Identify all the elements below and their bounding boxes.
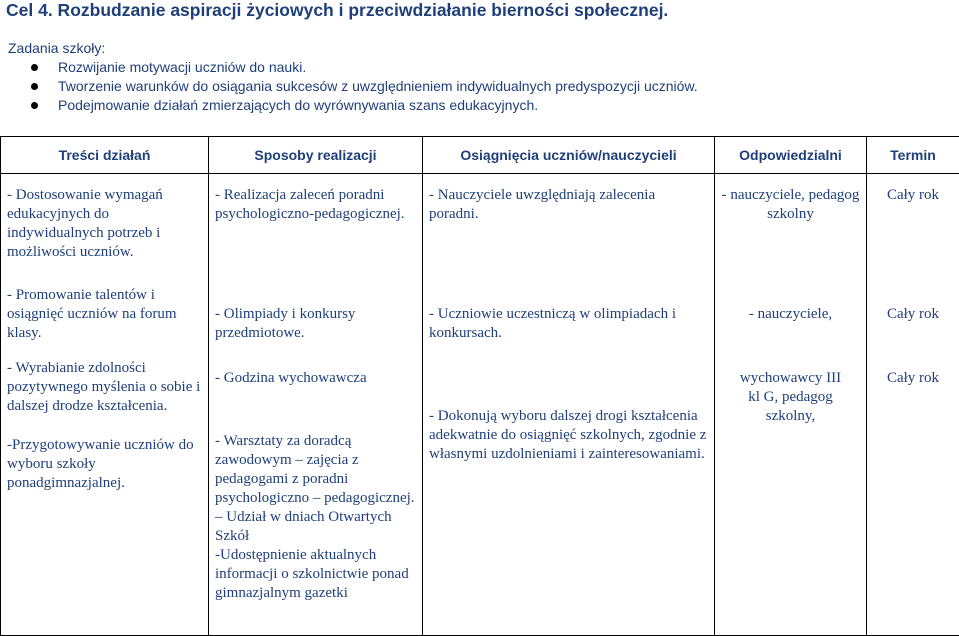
cell-text: Cały rok xyxy=(873,369,953,388)
cell-text: -Udostępnienie aktualnych informacji o szkolnictwie ponad gimnazjalnym gazetki xyxy=(215,546,416,603)
task-text: Podejmowanie działań zmierzających do wyrównywania szans edukacyjnych. xyxy=(58,97,538,113)
task-item xyxy=(0,96,698,115)
cell-text: - Olimpiady i konkursy przedmiotowe. xyxy=(215,305,416,343)
cell-sposoby xyxy=(209,357,423,636)
cell-text: wychowawcy III kl G, pedagog szkolny, xyxy=(721,369,860,426)
column-header-osiagniecia: Osiągnięcia uczniów/nauczycieli xyxy=(423,137,715,174)
bullet-icon xyxy=(31,102,38,109)
cell-sposoby xyxy=(209,174,423,278)
cell-tresci xyxy=(1,278,209,357)
bullet-icon xyxy=(31,83,38,90)
column-header-odpowiedzialni: Odpowiedzialni xyxy=(715,137,867,174)
cell-text: - Dokonują wyboru dalszej drogi kształcenia adekwatnie do osiągnięć szkolnych, zgodnie z własnymi uzdolnieniami i zainteresowaniami. xyxy=(429,407,708,464)
cell-text: - Godzina wychowawcza xyxy=(215,369,416,388)
table-row xyxy=(1,278,959,357)
task-text: Rozwijanie motywacji uczniów do nauki. xyxy=(58,59,306,75)
column-header-sposoby: Sposoby realizacji xyxy=(209,137,423,174)
cell-text: - Realizacja zaleceń poradni psychologiczno-pedagogicznej. xyxy=(215,186,416,224)
cell-text: Cały rok xyxy=(873,305,953,324)
cell-osiagniecia xyxy=(423,357,715,636)
cell-tresci xyxy=(1,174,209,278)
activities-table-wrapper xyxy=(0,136,959,635)
activities-table xyxy=(0,136,959,636)
cell-sposoby xyxy=(209,278,423,357)
column-header-termin: Termin xyxy=(867,137,959,174)
cell-text: - Uczniowie uczestniczą w olimpiadach i konkursach. xyxy=(429,305,708,343)
cell-text: - Promowanie talentów i osiągnięć uczniów na forum klasy. xyxy=(7,286,202,343)
table-header-row xyxy=(1,137,959,174)
table-row xyxy=(1,174,959,278)
cell-osiagniecia xyxy=(423,278,715,357)
table-row xyxy=(1,357,959,636)
cell-odpowiedzialni xyxy=(715,174,867,278)
cell-text: - Wyrabianie zdolności pozytywnego myślenia o sobie i dalszej drodze kształcenia. xyxy=(7,359,202,416)
task-item xyxy=(0,58,698,77)
cell-text: - Warsztaty za doradcą zawodowym – zajęcia z pedagogami z poradni psychologiczno – pedagogicznej. – Udział w dniach Otwartych Szkół xyxy=(215,432,416,546)
cell-text: -Przygotowywanie uczniów do wyboru szkoły ponadgimnazjalnej. xyxy=(7,436,202,493)
cell-osiagniecia xyxy=(423,174,715,278)
page-title: Cel 4. Rozbudzanie aspiracji życiowych i przeciwdziałanie bierności społecznej. xyxy=(6,0,668,21)
task-item xyxy=(0,77,698,96)
cell-text: - nauczyciele, pedagog szkolny xyxy=(721,186,860,224)
tasks-list xyxy=(0,58,698,115)
cell-tresci xyxy=(1,357,209,636)
column-header-tresci: Treści działań xyxy=(1,137,209,174)
tasks-heading: Zadania szkoły: xyxy=(8,40,105,56)
cell-termin xyxy=(867,278,959,357)
cell-text: - Dostosowanie wymagań edukacyjnych do indywidualnych potrzeb i możliwości uczniów. xyxy=(7,186,202,262)
cell-termin xyxy=(867,174,959,278)
cell-termin xyxy=(867,357,959,636)
cell-text: - Nauczyciele uwzględniają zalecenia poradni. xyxy=(429,186,708,224)
bullet-icon xyxy=(31,64,38,71)
cell-odpowiedzialni xyxy=(715,357,867,636)
cell-text: Cały rok xyxy=(873,186,953,205)
cell-odpowiedzialni xyxy=(715,278,867,357)
task-text: Tworzenie warunków do osiągania sukcesów z uwzględnieniem indywidualnych predyspozycji uczniów. xyxy=(58,78,698,94)
cell-text: - nauczyciele, xyxy=(721,305,860,324)
